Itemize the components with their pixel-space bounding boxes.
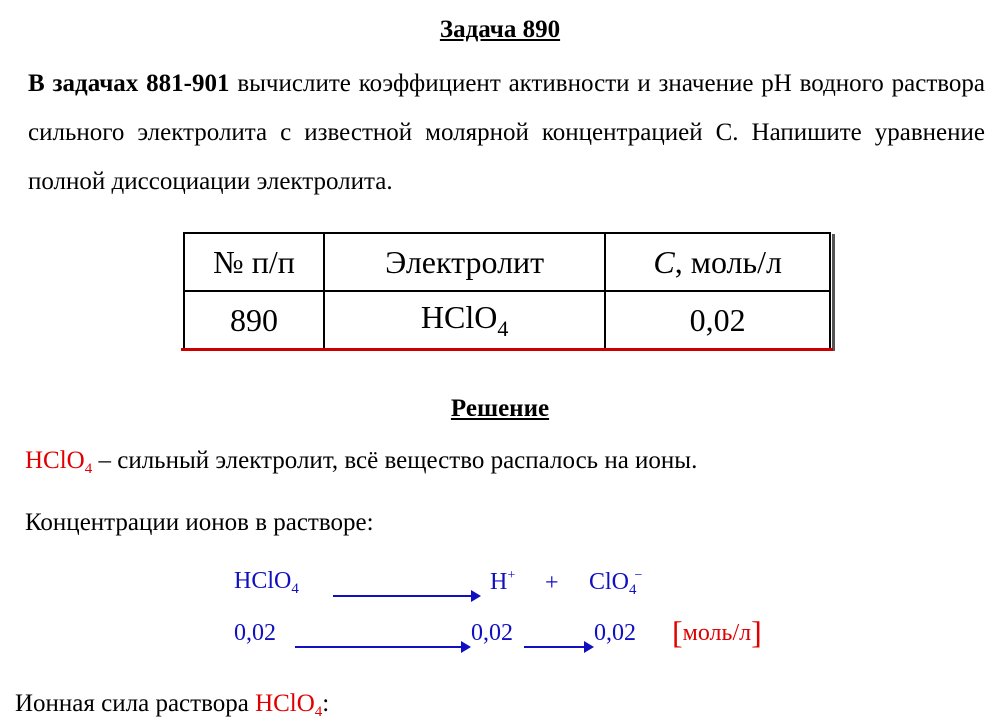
cell-concentration: 0,02 [605,291,830,349]
conc-arrow-1 [295,638,469,656]
ionic-strength-heading [15,690,329,721]
ionic-strength-formula [255,690,323,720]
product-clo4-main: ClO [589,569,630,595]
formula-hclo4 [25,447,93,477]
product-h-main: H [490,569,508,595]
header-electrolyte: Электролит [324,233,605,291]
header-concentration [605,233,830,291]
electrolyte-main: HClO [420,298,498,335]
product-clo4-sup: − [634,568,643,583]
dissociation-equation [234,568,299,598]
formula-sub: 4 [84,461,93,477]
solution-title: Решение [450,395,550,422]
unit-bracket-close: ] [751,614,762,650]
conc-arrow-2 [524,638,592,656]
conc-unit: , моль/л [674,243,782,280]
ionic-strength-text: Ионная сила раствора [15,690,256,717]
task-range: В задачах 881-901 [28,70,230,97]
task-description [28,59,985,206]
data-table [183,232,831,350]
cell-num: 890 [184,291,324,349]
product-h [490,568,515,596]
task-title: Задача 890 [439,16,561,43]
header-num: № п/п [184,233,324,291]
dissociation-statement [25,447,697,478]
task-text: вычислите коэффициент активности и значение pH водного раствора сильного электролита с известной молярной концентрацией С. Напишите уравнение полной диссоциации электролита. [28,70,985,195]
product-clo4-sub: 4 [629,582,637,598]
equation-plus: + [545,570,559,596]
table-shadow [832,234,835,351]
electrolyte-sub: 4 [497,315,509,341]
unit-text: моль/л [682,620,752,646]
ionic-colon: : [322,690,330,717]
formula-main: HClO [25,447,85,474]
ionic-formula-main: HClO [255,690,315,717]
reactant-main: HClO [234,568,292,594]
table-header-row [184,233,830,291]
unit-bracket-open: [ [672,614,683,650]
product-h-sup: + [507,568,516,583]
ion-concentration-heading: Концентрации ионов в растворе: [25,509,374,536]
reactant-sub: 4 [291,581,299,597]
cell-electrolyte [324,291,605,349]
conc-initial: 0,02 [234,620,276,646]
table-underline [181,348,833,351]
product-clo4 [589,568,642,599]
conc-clo4: 0,02 [594,620,636,646]
statement-text: – сильный электролит, всё вещество распалось на ионы. [92,447,698,474]
equation-arrow [333,587,479,605]
ionic-formula-sub: 4 [314,704,323,720]
conc-h: 0,02 [471,620,513,646]
unit-label [672,614,762,651]
conc-symbol: C [653,243,675,280]
table-row [184,291,830,349]
